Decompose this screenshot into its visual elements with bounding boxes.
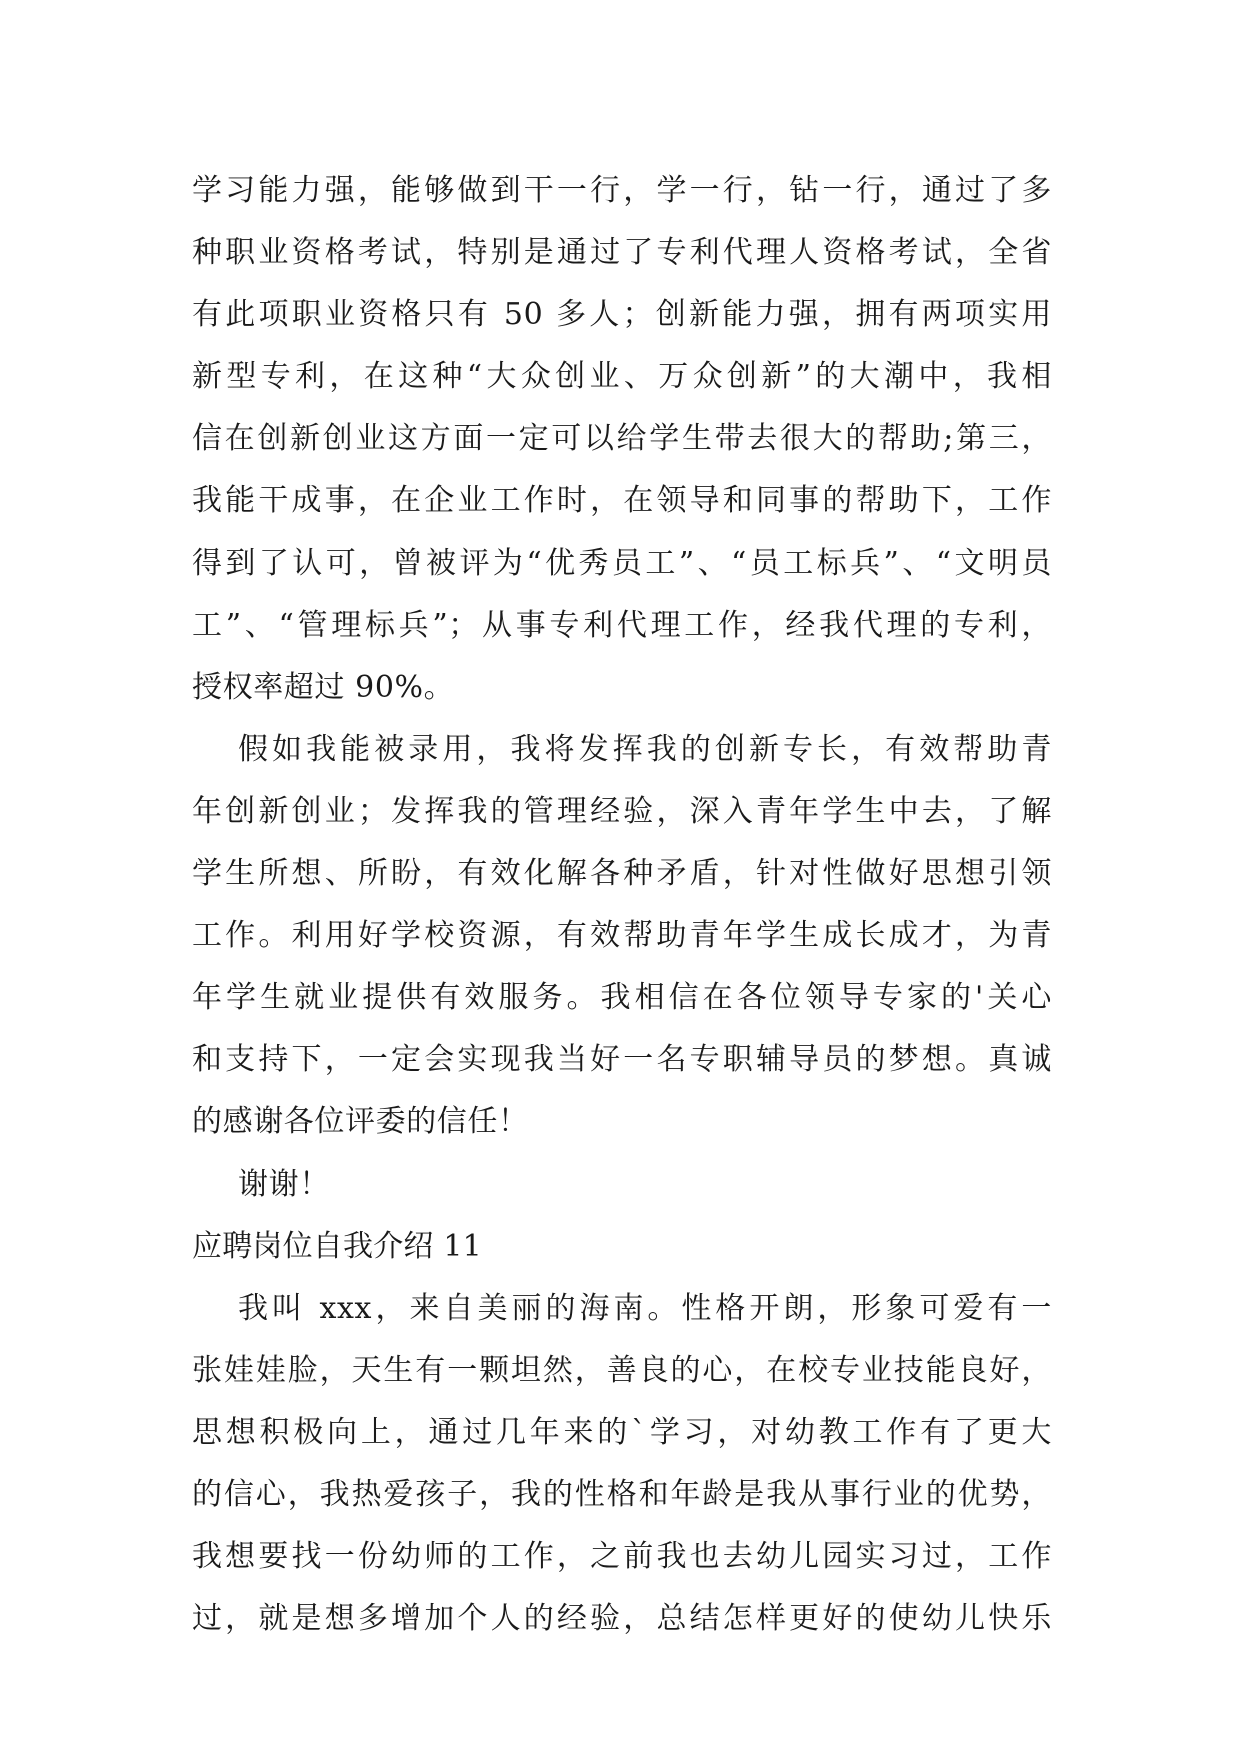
text-line: 授权率超过 90%。	[192, 669, 455, 705]
text-line: 我叫 xxx，来自美丽的海南。性格开朗，形象可爱有一	[238, 1290, 1052, 1326]
text-line: 我能干成事，在企业工作时，在领导和同事的帮助下，工作	[192, 483, 1052, 519]
paragraph-2	[192, 719, 1052, 1154]
text-line: 学生所想、所盼，有效化解各种矛盾，针对性做好思想引领	[192, 856, 1052, 892]
text-line: 种职业资格考试，特别是通过了专利代理人资格考试，全省	[192, 235, 1052, 271]
text-line: 年学生就业提供有效服务。我相信在各位领导专家的'关心	[192, 980, 1052, 1016]
document-body	[192, 160, 1052, 1650]
text-line: 工”、“管理标兵”；从事专利代理工作，经我代理的专利，	[192, 607, 1052, 643]
text-line: 的信心，我热爱孩子，我的性格和年龄是我从事行业的优势，	[192, 1476, 1052, 1512]
text-line: 思想积极向上，通过几年来的`学习，对幼教工作有了更大	[192, 1414, 1052, 1450]
text-line: 新型专利，在这种“大众创业、万众创新”的大潮中，我相	[192, 359, 1052, 395]
text-line: 学习能力强，能够做到干一行，学一行，钻一行，通过了多	[192, 173, 1052, 208]
paragraph-1	[192, 160, 1052, 719]
text-line: 我想要找一份幼师的工作，之前我也去幼儿园实习过，工作	[192, 1539, 1052, 1575]
text-line: 张娃娃脸，天生有一颗坦然，善良的心，在校专业技能良好，	[192, 1352, 1052, 1388]
thanks-line: 谢谢！	[238, 1166, 330, 1202]
text-line: 有此项职业资格只有 50 多人；创新能力强，拥有两项实用	[192, 297, 1052, 333]
paragraph-3	[192, 1278, 1052, 1651]
text-line: 工作。利用好学校资源，有效帮助青年学生成长成才，为青	[192, 918, 1052, 954]
text-line: 得到了认可，曾被评为“优秀员工”、“员工标兵”、“文明员	[192, 545, 1052, 581]
section-title: 应聘岗位自我介绍 11	[192, 1228, 482, 1264]
text-line: 过，就是想多增加个人的经验，总结怎样更好的使幼儿快乐	[192, 1601, 1052, 1637]
text-line: 的感谢各位评委的信任！	[192, 1104, 529, 1140]
text-line: 假如我能被录用，我将发挥我的创新专长，有效帮助青	[238, 731, 1052, 767]
text-line: 年创新创业；发挥我的管理经验，深入青年学生中去，了解	[192, 793, 1052, 829]
text-line: 和支持下，一定会实现我当好一名专职辅导员的梦想。真诚	[192, 1042, 1052, 1078]
text-line: 信在创新创业这方面一定可以给学生带去很大的帮助;第三，	[192, 421, 1052, 457]
